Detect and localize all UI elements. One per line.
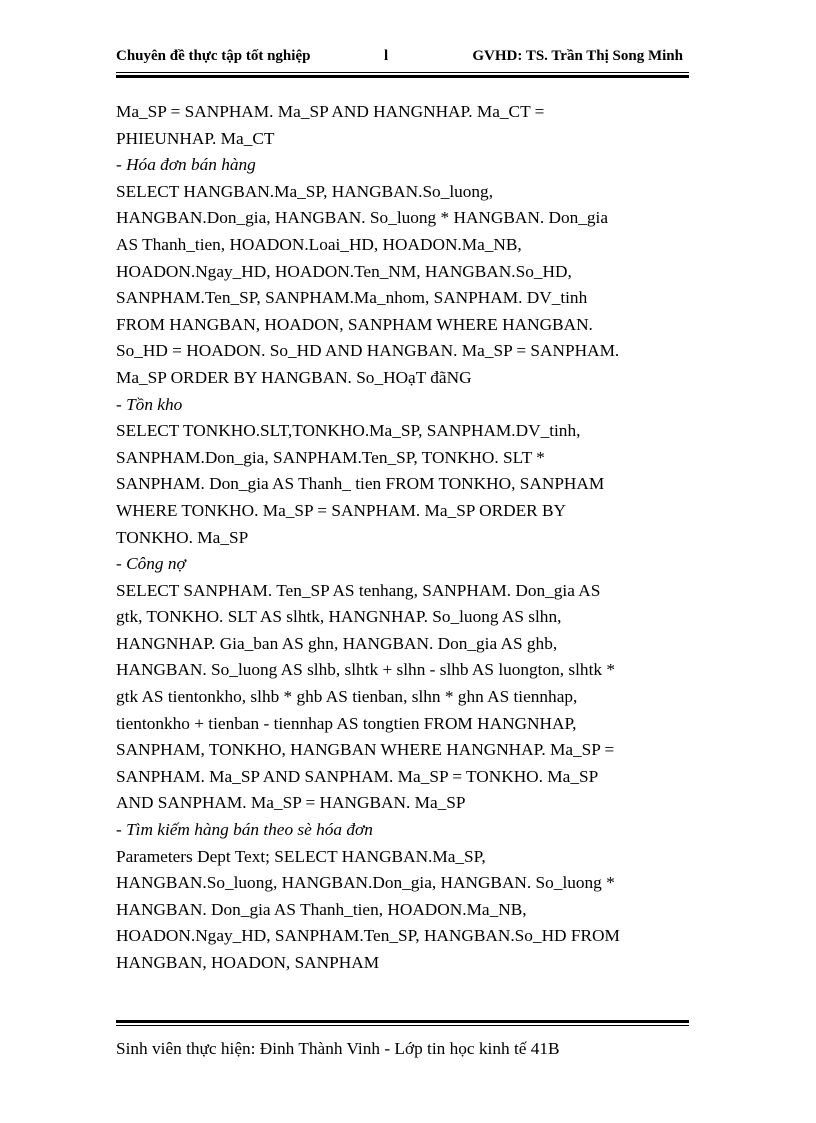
body-line: HANGNHAP. Gia_ban AS ghn, HANGBAN. Don_gia AS ghb, <box>116 633 558 653</box>
header-supervisor: GVHD: TS. Trần Thị Song Minh <box>472 48 683 64</box>
section-heading: - Công nợ <box>116 554 186 574</box>
header-title: Chuyên đề thực tập tốt nghiệp <box>116 48 311 64</box>
body-line: HOADON.Ngay_HD, SANPHAM.Ten_SP, HANGBAN.So_HD FROM <box>116 926 620 946</box>
body-line: SANPHAM.Don_gia, SANPHAM.Ten_SP, TONKHO. SLT * <box>116 447 545 467</box>
body-line: tientonkho + tienban - tiennhap AS tongtien FROM HANGNHAP, <box>116 713 577 733</box>
header-rule-thick <box>116 75 689 78</box>
body-line: SANPHAM. Don_gia AS Thanh_ tien FROM TONKHO, SANPHAM <box>116 474 605 494</box>
body-line: So_HD = HOADON. So_HD AND HANGBAN. Ma_SP = SANPHAM. <box>116 341 620 361</box>
footer-rule-thin <box>116 1025 689 1026</box>
header-rule-thin <box>116 72 689 73</box>
body-line: AND SANPHAM. Ma_SP = HANGBAN. Ma_SP <box>116 793 466 813</box>
body-line: AS Thanh_tien, HOADON.Loai_HD, HOADON.Ma_NB, <box>116 234 522 254</box>
section-heading: - Tồn kho <box>116 394 183 414</box>
body-line: SELECT HANGBAN.Ma_SP, HANGBAN.So_luong, <box>116 181 494 201</box>
header-marker: l <box>384 48 389 64</box>
body-line: HANGBAN. Don_gia AS Thanh_tien, HOADON.Ma_NB, <box>116 899 527 919</box>
section-heading: - Tìm kiếm hàng bán theo sè hóa đơn <box>116 820 373 840</box>
page-footer: Sinh viên thực hiện: Đinh Thành Vinh - Lớp tin học kinh tế 41B <box>116 1039 560 1058</box>
body-line: gtk, TONKHO. SLT AS slhtk, HANGNHAP. So_luong AS slhn, <box>116 607 562 627</box>
body-line: HANGBAN.Don_gia, HANGBAN. So_luong * HANGBAN. Don_gia <box>116 208 609 228</box>
body-line: Ma_SP ORDER BY HANGBAN. So_HOạT đãNG <box>116 367 472 387</box>
body-line: SANPHAM. Ma_SP AND SANPHAM. Ma_SP = TONKHO. Ma_SP <box>116 766 599 786</box>
section-heading: - Hóa đơn bán hàng <box>116 155 256 175</box>
body-line: TONKHO. Ma_SP <box>116 527 249 547</box>
body-line: PHIEUNHAP. Ma_CT <box>116 128 275 148</box>
body-line: HOADON.Ngay_HD, HOADON.Ten_NM, HANGBAN.So_HD, <box>116 261 572 281</box>
body-line: FROM HANGBAN, HOADON, SANPHAM WHERE HANGBAN. <box>116 314 593 334</box>
body-line: gtk AS tientonkho, slhb * ghb AS tienban, slhn * ghn AS tiennhap, <box>116 687 578 707</box>
page-header <box>116 48 689 70</box>
document-body <box>116 99 688 977</box>
body-line: SELECT TONKHO.SLT,TONKHO.Ma_SP, SANPHAM.DV_tinh, <box>116 421 581 441</box>
body-line: Ma_SP = SANPHAM. Ma_SP AND HANGNHAP. Ma_CT = <box>116 102 545 121</box>
footer-rule-thick <box>116 1020 689 1023</box>
body-line: WHERE TONKHO. Ma_SP = SANPHAM. Ma_SP ORDER BY <box>116 500 566 520</box>
body-line: SANPHAM.Ten_SP, SANPHAM.Ma_nhom, SANPHAM. DV_tinh <box>116 288 588 308</box>
body-line: SELECT SANPHAM. Ten_SP AS tenhang, SANPHAM. Don_gia AS <box>116 580 601 600</box>
body-line: HANGBAN.So_luong, HANGBAN.Don_gia, HANGBAN. So_luong * <box>116 873 615 893</box>
body-line: SANPHAM, TONKHO, HANGBAN WHERE HANGNHAP. Ma_SP = <box>116 740 615 760</box>
body-line: HANGBAN, HOADON, SANPHAM <box>116 953 380 972</box>
body-line: Parameters Dept Text; SELECT HANGBAN.Ma_SP, <box>116 846 486 866</box>
body-line: HANGBAN. So_luong AS slhb, slhtk + slhn - slhb AS luongton, slhtk * <box>116 660 615 680</box>
